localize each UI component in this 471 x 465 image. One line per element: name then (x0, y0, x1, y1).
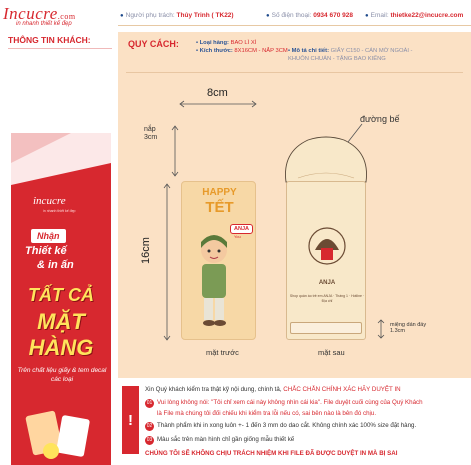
back-info: Shop quần áo trẻ em ANJA · Tháng 1 · Hotline · Địa chỉ (289, 294, 365, 303)
note-1-badge: 01 (146, 400, 153, 406)
banner-logo: incucre (33, 195, 66, 207)
spec-detail: • Mô tả chi tiết: GIẤY C150 - CÁN MỜ NGOÀI - (288, 48, 413, 54)
back-label: mặt sau (318, 348, 345, 357)
width-arrow (178, 100, 258, 108)
customer-info-title: THÔNG TIN KHÁCH: (8, 35, 91, 45)
glue-strip (290, 322, 362, 334)
note-1: 01 Vui lòng không nói: "Tôi chỉ xem cái này không nhìn cái kia". File duyệt cuối cùng của Quý Khách (146, 399, 423, 406)
logo-slogan: in nhanh thiết kế đẹp (16, 21, 72, 27)
note-3-badge: 03 (146, 437, 153, 443)
front-label: mặt trước (206, 348, 239, 357)
front-happy-text: HAPPY (202, 187, 237, 198)
spec-title: QUY CÁCH: (128, 39, 179, 49)
front-anja-badge: ANJA (230, 224, 253, 234)
glue-arrow (373, 318, 389, 340)
note-2-badge: 02 (146, 423, 153, 429)
glue-label: miệng dán đáy 1.3cm (390, 322, 427, 335)
cutline-pointer (344, 122, 364, 144)
banner-headline-3: HÀNG (28, 335, 94, 360)
width-label: 8cm (207, 87, 228, 99)
spec-panel (118, 32, 471, 378)
front-you-text: You (234, 234, 241, 239)
user-icon: ● (120, 13, 124, 19)
email-icon: ● (365, 13, 369, 19)
back-face (286, 181, 366, 340)
front-boy-illustration (194, 226, 234, 334)
height-label: 16cm (140, 237, 152, 264)
flap-arrow (170, 124, 180, 178)
logo-text: Incucre.com (3, 4, 76, 23)
spec-size: • Kích thước: 8X16CM - NẮP 3CM (196, 48, 288, 54)
final-warning: CHÚNG TÔI SẼ KHÔNG CHỊU TRÁCH NHIỆM KHI FILE ĐÃ ĐƯỢC DUYỆT IN MÀ BỊ SAI (145, 450, 398, 457)
note-2: 02 Thành phẩm khi in xong luôn +- 1 đến 3 mm do dao cắt. Không chính xác 100% size đặt hàng. (146, 422, 417, 429)
note-3: 03 Màu sắc trên màn hình chỉ gần giống mẫu thiết kế (146, 436, 295, 443)
notes-intro: Xin Quý khách kiểm tra thật kỹ nội dung, chính tả, CHẮC CHẮN CHÍNH XÁC HÃY DUYỆT IN (145, 386, 401, 393)
banner-headline-1: TẤT CẢ (28, 285, 94, 305)
banner-headline-2: MẶT (37, 309, 85, 334)
incucre-logo[interactable] (3, 4, 115, 30)
banner-tag: Nhận (31, 229, 66, 243)
note-1-cont: là File mà chúng tôi đối chiếu khi kiểm tra lỗi nếu có, sai bên nào là bên đó chịu. (157, 410, 377, 417)
promo-banner (11, 133, 111, 465)
banner-line-2: & in ấn (37, 259, 74, 271)
staff-info: ● Người phụ trách: Thủy Trinh ( TK22) (120, 12, 234, 19)
banner-note: Trên chất liệu giấy & tem decal các loại (17, 367, 107, 383)
customer-info-divider (8, 48, 112, 49)
cutline-label: đường bế (360, 114, 400, 124)
email-info: ● Email: thietke22@incucre.com (365, 12, 464, 19)
front-face (181, 181, 256, 340)
front-tet-text: TẾT (205, 199, 234, 216)
header-divider (118, 25, 471, 26)
banner-logo-slogan: in nhanh thiết kế đẹp (43, 209, 76, 213)
phone-info: ● Số điện thoại: 0934 670 928 (266, 12, 353, 19)
spec-divider (126, 72, 463, 73)
flap-label: nắp 3cm (144, 126, 158, 141)
height-arrow (162, 182, 172, 342)
warning-icon: ! (122, 386, 139, 454)
banner-line-1: Thiết kế (25, 245, 67, 257)
back-logo-emblem (305, 222, 349, 276)
spec-type: • Loại hàng: BAO LÌ XÌ (196, 40, 257, 46)
spec-detail-cont: KHUÔN CHUẨN - TẶNG BAO KIẾNG (288, 56, 386, 62)
back-brand: ANJA (318, 280, 336, 286)
banner-diagonal-shapes (11, 133, 111, 185)
phone-icon: ● (266, 13, 270, 19)
banner-product-illustration (21, 403, 101, 465)
